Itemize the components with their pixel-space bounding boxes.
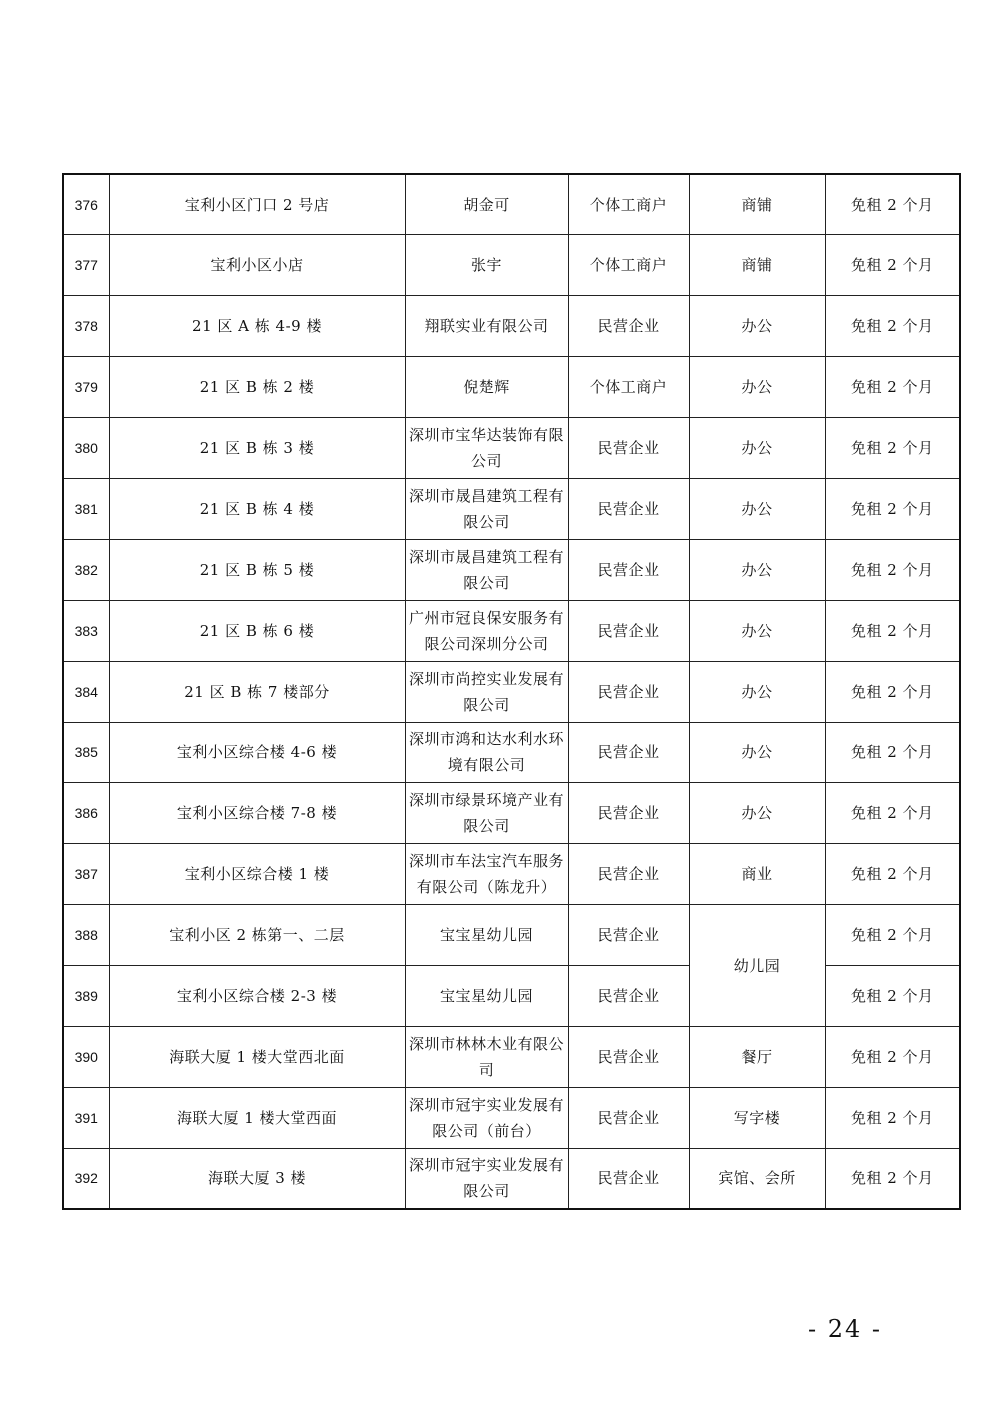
cell-usage: 办公 <box>689 357 825 418</box>
cell-tenant: 深圳市冠宇实业发展有限公司 <box>405 1148 568 1209</box>
cell-tenant: 深圳市林林木业有限公司 <box>405 1026 568 1087</box>
cell-number: 380 <box>63 418 109 479</box>
cell-rent-relief: 免租 2 个月 <box>825 1148 960 1209</box>
cell-tenant: 翔联实业有限公司 <box>405 296 568 357</box>
cell-tenant: 张宇 <box>405 235 568 296</box>
cell-number: 384 <box>63 661 109 722</box>
rent-relief-table <box>62 173 961 1210</box>
cell-number: 379 <box>63 357 109 418</box>
cell-usage: 办公 <box>689 539 825 600</box>
cell-location: 宝利小区综合楼 1 楼 <box>109 844 405 905</box>
cell-rent-relief: 免租 2 个月 <box>825 661 960 722</box>
cell-tenant-type: 民营企业 <box>568 844 689 905</box>
cell-usage: 办公 <box>689 600 825 661</box>
cell-rent-relief: 免租 2 个月 <box>825 722 960 783</box>
cell-usage: 商铺 <box>689 174 825 235</box>
cell-tenant-type: 民营企业 <box>568 661 689 722</box>
cell-number: 388 <box>63 905 109 966</box>
cell-usage: 办公 <box>689 296 825 357</box>
cell-tenant: 宝宝星幼儿园 <box>405 966 568 1027</box>
table-row <box>63 661 960 722</box>
cell-usage: 办公 <box>689 722 825 783</box>
cell-tenant-type: 民营企业 <box>568 478 689 539</box>
cell-location: 21 区 B 栋 2 楼 <box>109 357 405 418</box>
cell-location: 21 区 B 栋 3 楼 <box>109 418 405 479</box>
cell-rent-relief: 免租 2 个月 <box>825 1087 960 1148</box>
cell-rent-relief: 免租 2 个月 <box>825 357 960 418</box>
table-row <box>63 722 960 783</box>
cell-location: 21 区 A 栋 4-9 楼 <box>109 296 405 357</box>
table-row <box>63 296 960 357</box>
cell-usage: 办公 <box>689 783 825 844</box>
cell-tenant-type: 民营企业 <box>568 966 689 1027</box>
cell-tenant-type: 民营企业 <box>568 1026 689 1087</box>
cell-location: 21 区 B 栋 6 楼 <box>109 600 405 661</box>
cell-tenant-type: 个体工商户 <box>568 174 689 235</box>
cell-tenant-type: 个体工商户 <box>568 357 689 418</box>
cell-tenant-type: 民营企业 <box>568 1148 689 1209</box>
cell-number: 391 <box>63 1087 109 1148</box>
cell-location: 21 区 B 栋 5 楼 <box>109 539 405 600</box>
cell-location: 21 区 B 栋 7 楼部分 <box>109 661 405 722</box>
cell-rent-relief: 免租 2 个月 <box>825 905 960 966</box>
cell-usage: 商业 <box>689 844 825 905</box>
table-row <box>63 235 960 296</box>
cell-rent-relief: 免租 2 个月 <box>825 235 960 296</box>
cell-number: 392 <box>63 1148 109 1209</box>
table-row <box>63 539 960 600</box>
cell-rent-relief: 免租 2 个月 <box>825 966 960 1027</box>
cell-number: 378 <box>63 296 109 357</box>
cell-number: 386 <box>63 783 109 844</box>
cell-tenant-type: 民营企业 <box>568 905 689 966</box>
cell-location: 海联大厦 1 楼大堂西面 <box>109 1087 405 1148</box>
cell-tenant: 广州市冠良保安服务有限公司深圳分公司 <box>405 600 568 661</box>
cell-number: 376 <box>63 174 109 235</box>
table-row <box>63 905 960 966</box>
cell-tenant: 深圳市鸿和达水利水环境有限公司 <box>405 722 568 783</box>
table-row <box>63 357 960 418</box>
table-row <box>63 1087 960 1148</box>
cell-tenant: 深圳市晟昌建筑工程有限公司 <box>405 478 568 539</box>
cell-tenant: 深圳市绿景环境产业有限公司 <box>405 783 568 844</box>
cell-rent-relief: 免租 2 个月 <box>825 296 960 357</box>
cell-location: 宝利小区 2 栋第一、二层 <box>109 905 405 966</box>
table-row <box>63 966 960 1027</box>
cell-usage: 幼儿园 <box>689 905 825 1027</box>
cell-tenant: 胡金可 <box>405 174 568 235</box>
cell-usage: 商铺 <box>689 235 825 296</box>
table-row <box>63 783 960 844</box>
table-row <box>63 418 960 479</box>
cell-rent-relief: 免租 2 个月 <box>825 174 960 235</box>
cell-tenant-type: 民营企业 <box>568 418 689 479</box>
cell-tenant-type: 民营企业 <box>568 600 689 661</box>
cell-usage: 宾馆、会所 <box>689 1148 825 1209</box>
cell-tenant: 深圳市尚控实业发展有限公司 <box>405 661 568 722</box>
cell-usage: 办公 <box>689 661 825 722</box>
table-row <box>63 600 960 661</box>
cell-usage: 写字楼 <box>689 1087 825 1148</box>
cell-location: 宝利小区综合楼 4-6 楼 <box>109 722 405 783</box>
cell-tenant-type: 民营企业 <box>568 1087 689 1148</box>
cell-location: 21 区 B 栋 4 楼 <box>109 478 405 539</box>
cell-number: 389 <box>63 966 109 1027</box>
cell-number: 381 <box>63 478 109 539</box>
cell-tenant-type: 民营企业 <box>568 722 689 783</box>
cell-tenant: 深圳市宝华达装饰有限公司 <box>405 418 568 479</box>
cell-location: 海联大厦 1 楼大堂西北面 <box>109 1026 405 1087</box>
cell-location: 海联大厦 3 楼 <box>109 1148 405 1209</box>
cell-rent-relief: 免租 2 个月 <box>825 418 960 479</box>
table-row <box>63 1026 960 1087</box>
cell-number: 385 <box>63 722 109 783</box>
cell-rent-relief: 免租 2 个月 <box>825 1026 960 1087</box>
cell-tenant: 深圳市车法宝汽车服务有限公司（陈龙升） <box>405 844 568 905</box>
cell-number: 387 <box>63 844 109 905</box>
cell-rent-relief: 免租 2 个月 <box>825 600 960 661</box>
cell-usage: 办公 <box>689 478 825 539</box>
cell-rent-relief: 免租 2 个月 <box>825 539 960 600</box>
table-row <box>63 1148 960 1209</box>
table-body <box>63 174 960 1209</box>
cell-tenant-type: 民营企业 <box>568 783 689 844</box>
cell-tenant: 宝宝星幼儿园 <box>405 905 568 966</box>
cell-location: 宝利小区门口 2 号店 <box>109 174 405 235</box>
cell-rent-relief: 免租 2 个月 <box>825 478 960 539</box>
cell-number: 390 <box>63 1026 109 1087</box>
cell-number: 383 <box>63 600 109 661</box>
page-number: - 24 - <box>807 1315 882 1343</box>
cell-tenant-type: 民营企业 <box>568 539 689 600</box>
cell-tenant-type: 个体工商户 <box>568 235 689 296</box>
cell-tenant: 深圳市晟昌建筑工程有限公司 <box>405 539 568 600</box>
cell-tenant: 深圳市冠宇实业发展有限公司（前台） <box>405 1087 568 1148</box>
cell-number: 382 <box>63 539 109 600</box>
cell-usage: 餐厅 <box>689 1026 825 1087</box>
cell-location: 宝利小区小店 <box>109 235 405 296</box>
cell-location: 宝利小区综合楼 7-8 楼 <box>109 783 405 844</box>
cell-usage: 办公 <box>689 418 825 479</box>
cell-rent-relief: 免租 2 个月 <box>825 844 960 905</box>
cell-rent-relief: 免租 2 个月 <box>825 783 960 844</box>
cell-number: 377 <box>63 235 109 296</box>
table-row <box>63 174 960 235</box>
table-row <box>63 844 960 905</box>
table-row <box>63 478 960 539</box>
cell-tenant-type: 民营企业 <box>568 296 689 357</box>
cell-location: 宝利小区综合楼 2-3 楼 <box>109 966 405 1027</box>
cell-tenant: 倪楚辉 <box>405 357 568 418</box>
